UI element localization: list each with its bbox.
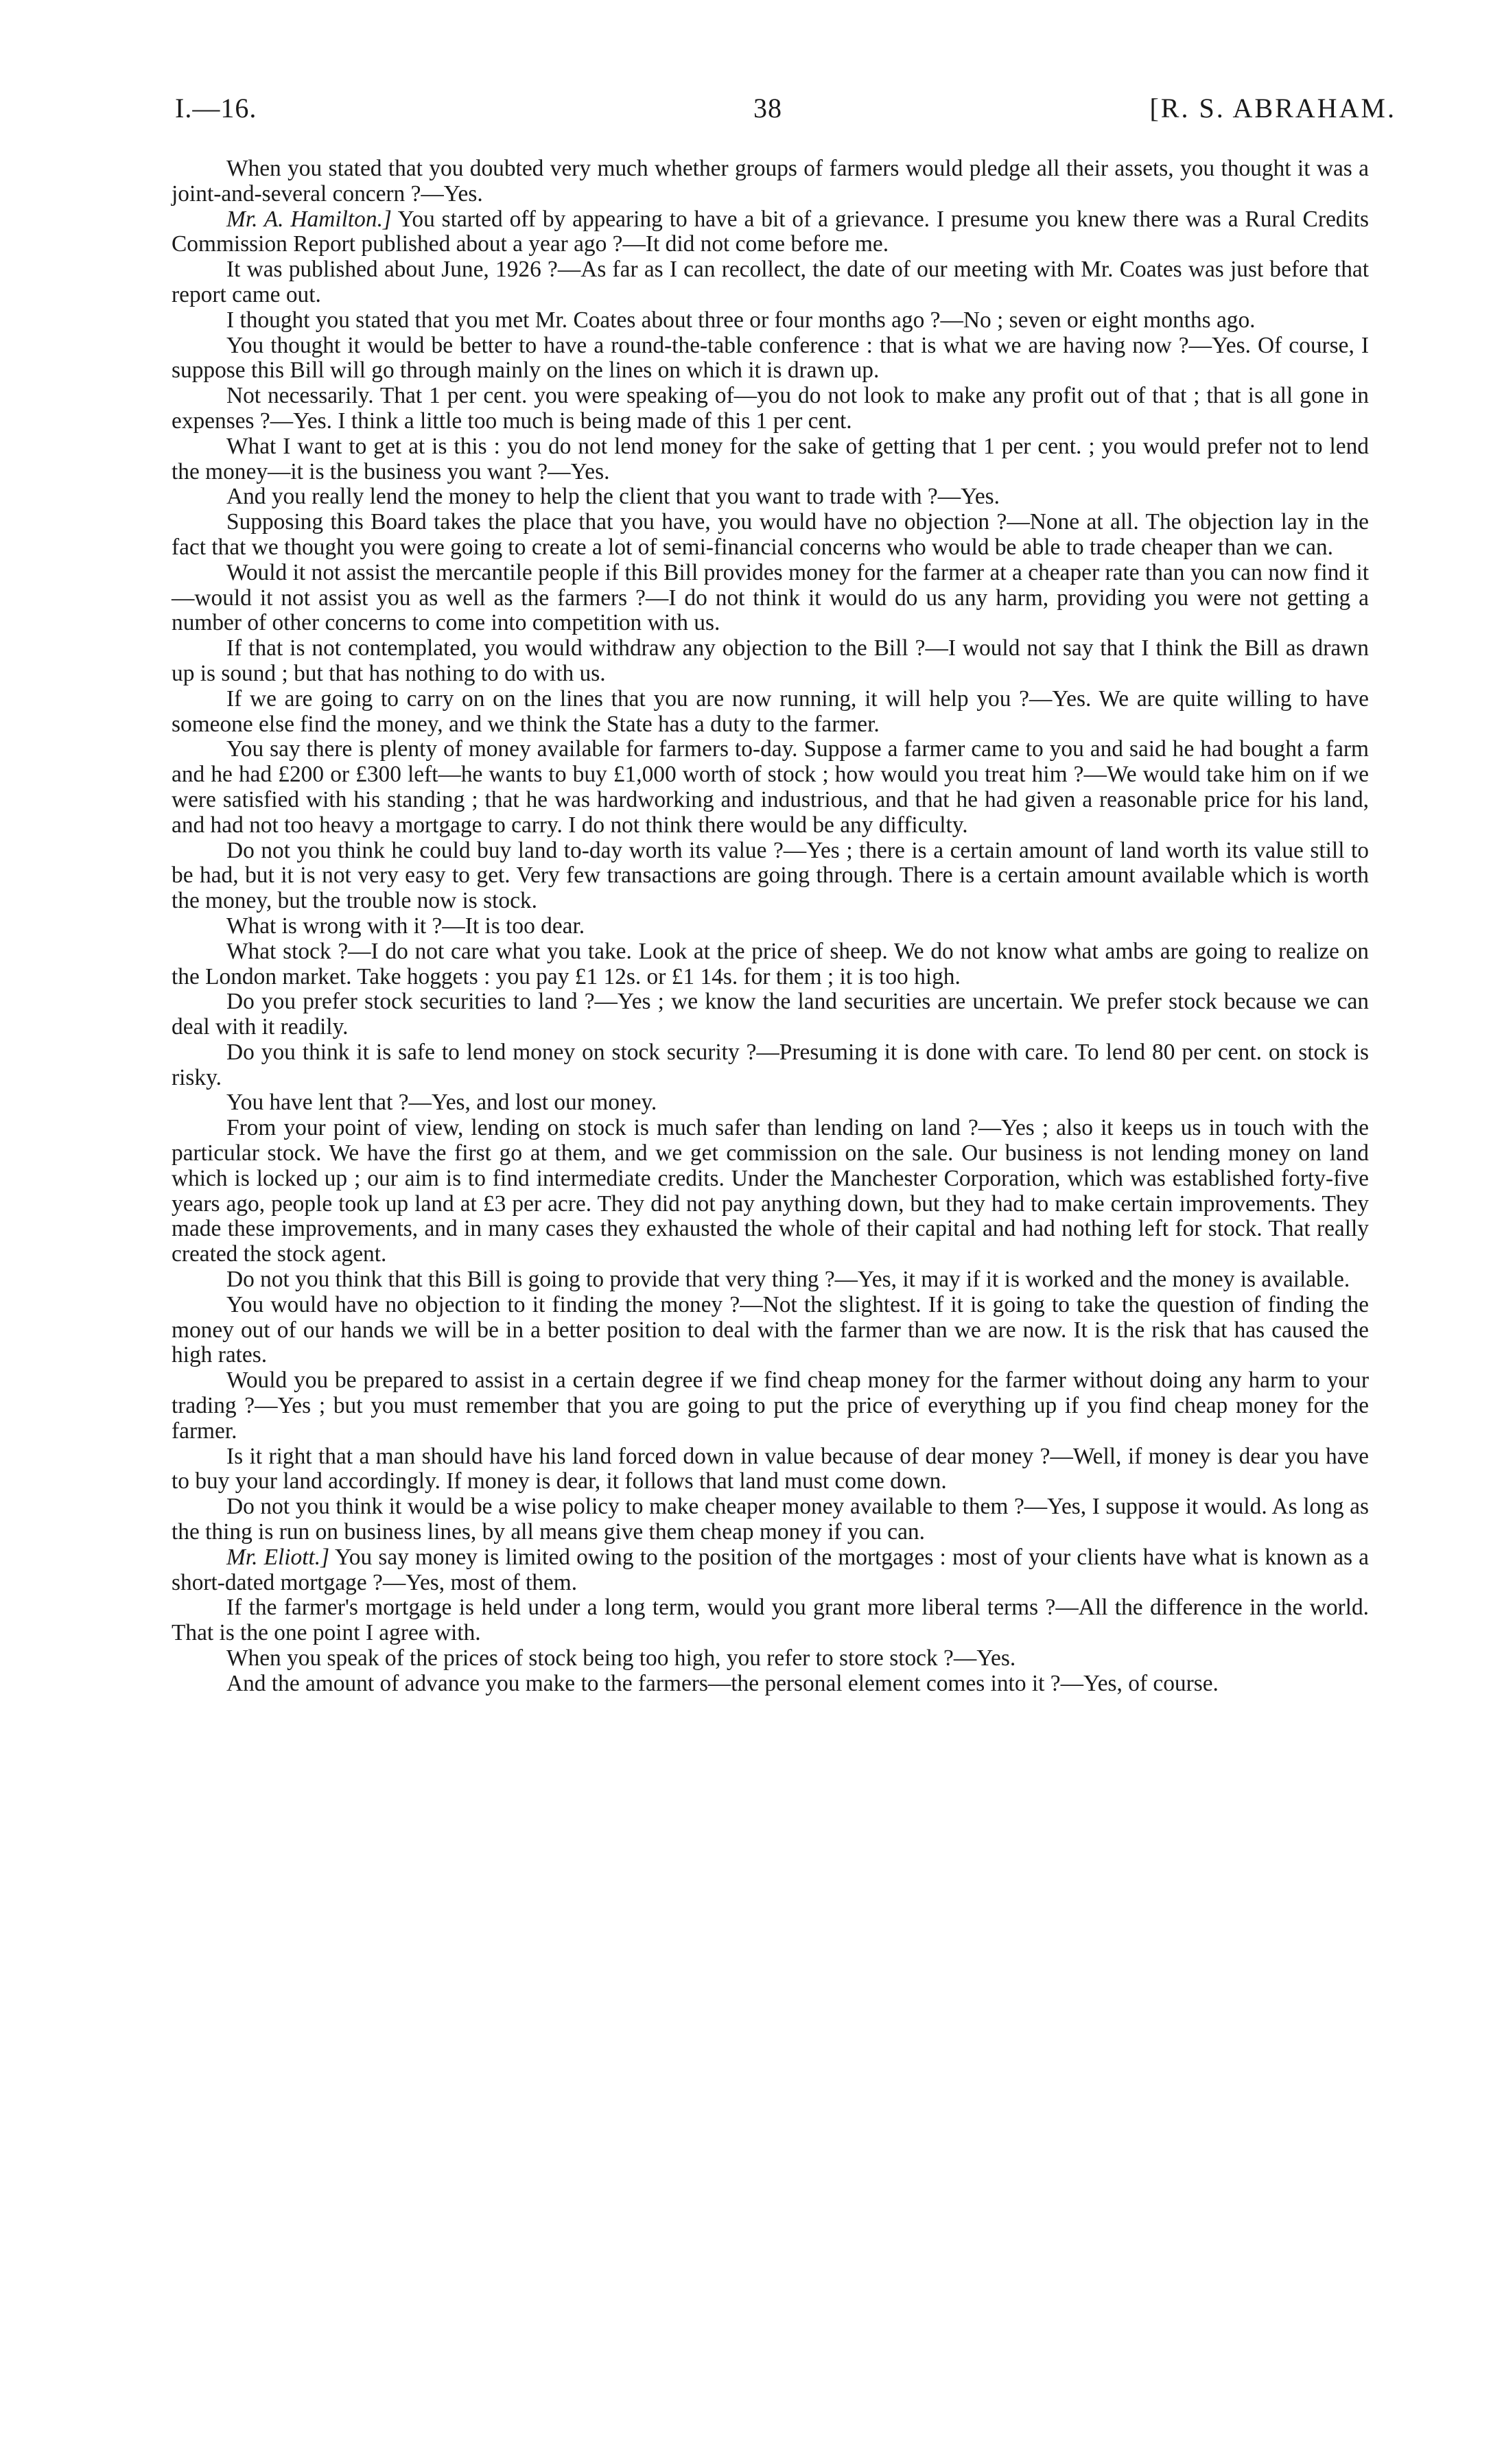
paper-reference: I.—16.: [175, 93, 257, 124]
paragraph: Mr. Eliott.] You say money is limited owing to the position of the mortgages : most of your clients have what is known as a short-dated mortgage ?—Yes, most of them.: [172, 1544, 1369, 1595]
paragraph: Would you be prepared to assist in a certain degree if we find cheap money for the farmer without doing any harm to your trading ?—Yes ; but you must remember that you are going to put the price of everything up if you find cheap money for the farmer.: [172, 1368, 1369, 1444]
paragraph: Supposing this Board takes the place that you have, you would have no objection ?—None at all. The objection lay in the fact that we thought you were going to create a lot of semi-financial concerns who would be able to trade cheaper than we can.: [172, 509, 1369, 560]
witness-name: [R. S. ABRAHAM.: [1149, 93, 1396, 124]
paragraph: Do you think it is safe to lend money on stock security ?—Presuming it is done with care. To lend 80 per cent. on stock is risky.: [172, 1039, 1369, 1090]
paragraph: You thought it would be better to have a round-the-table conference : that is what we are having now ?—Yes. Of course, I suppose this Bill will go through mainly on the lines on which it is drawn up.: [172, 332, 1369, 384]
paragraph: When you stated that you doubted very much whether groups of farmers would pledge all their assets, you thought it was a joint-and-several concern ?—Yes.: [172, 156, 1369, 207]
paragraph: When you speak of the prices of stock being too high, you refer to store stock ?—Yes.: [226, 1645, 1016, 1671]
paragraph: Do not you think it would be a wise policy to make cheaper money available to them ?—Yes, I suppose it would. As long as the thing is run on business lines, by all means give them cheap money if you can.: [172, 1494, 1369, 1545]
paragraph: Would it not assist the mercantile people if this Bill provides money for the farmer at a cheaper rate than you can now find it—would it not assist you as well as the farmers ?—I do not think it would do us any harm, providing you were not getting a number of other concerns to come into competition with us.: [172, 559, 1369, 636]
speaker-name: Mr. A. Hamilton.]: [226, 206, 392, 232]
page-number: 38: [753, 93, 782, 124]
paragraph: Do not you think he could buy land to-day worth its value ?—Yes ; there is a certain amount of land worth its value still to be had, but it is not very easy to get. Very few transactions are going through. There is a certain amount available which is worth the money, but the trouble now is stock.: [172, 837, 1369, 914]
paragraph: What stock ?—I do not care what you take. Look at the price of sheep. We do not know what ambs are going to realize on the London market. Take hoggets : you pay £1 12s. or £1 14s. for them ; it is too high.: [172, 938, 1369, 989]
paragraph: It was published about June, 1926 ?—As far as I can recollect, the date of our meeting with Mr. Coates was just before that report came out.: [172, 257, 1369, 307]
page-header: [175, 92, 1396, 133]
paragraph: Do you prefer stock securities to land ?—Yes ; we know the land securities are uncertain. We prefer stock because we can deal with it readily.: [172, 989, 1369, 1040]
paragraph: Is it right that a man should have his land forced down in value because of dear money ?—Well, if money is dear you have to buy your land accordingly. If money is dear, it follows that land must come down.: [172, 1443, 1369, 1494]
paragraph: You would have no objection to it finding the money ?—Not the slightest. If it is going to take the question of finding the money out of our hands we will be in a better position to deal with the farmer than we are now. It is the risk that has caused the high rates.: [172, 1291, 1369, 1368]
paragraph: If we are going to carry on on the lines that you are now running, it will help you ?—Yes. We are quite willing to have someone else find the money, and we think the State has a duty to the farmer.: [172, 685, 1369, 737]
paragraph: From your point of view, lending on stock is much safer than lending on land ?—Yes ; also it keeps us in touch with the particular stock. We have the first go at them, and we get commission on the sale. Our business is not lending money on land which is locked up ; our aim is to find intermediate credits. Under the Manchester Corporation, which was established forty-five years ago, people took up land at £3 per acre. They did not pay anything down, but they had to make certain improvements. They made these improvements, and in many cases they exhausted the whole of their capital and had nothing left for stock. That really created the stock agent.: [172, 1115, 1369, 1267]
paragraph: What I want to get at is this : you do not lend money for the sake of getting that 1 per cent. ; you would prefer not to lend the money—it is the business you want ?—Yes.: [172, 433, 1369, 484]
paragraph: Not necessarily. That 1 per cent. you were speaking of—you do not look to make any profit out of that ; that is all gone in expenses ?—Yes. I think a little too much is being made of this 1 per cent.: [172, 383, 1369, 434]
paragraph: You say there is plenty of money available for farmers to-day. Suppose a farmer came to you and said he had bought a farm and he had £200 or £300 left—he wants to buy £1,000 worth of stock ; how would you treat him ?—We would take him on if we were satisfied with his standing ; that he was hardworking and industrious, and that he had given a reasonable price for his land, and had not too heavy a mortgage to carry. I do not think there would be any difficulty.: [172, 736, 1369, 838]
paragraph: And you really lend the money to help the client that you want to trade with ?—Yes.: [226, 484, 1000, 510]
paragraph: If the farmer's mortgage is held under a long term, would you grant more liberal terms ?—All the difference in the world. That is the one point I agree with.: [172, 1595, 1369, 1646]
paragraph: Do not you think that this Bill is going to provide that very thing ?—Yes, it may if it is worked and the money is available.: [226, 1267, 1350, 1293]
transcript-body: [172, 156, 1369, 1697]
paragraph: Mr. A. Hamilton.] You started off by appearing to have a bit of a grievance. I presume you knew there was a Rural Credits Commission Report published about a year ago ?—It did not come before me.: [172, 206, 1370, 257]
paragraph: If that is not contemplated, you would withdraw any objection to the Bill ?—I would not say that I think the Bill as drawn up is sound ; but that has nothing to do with us.: [172, 635, 1369, 686]
paragraph: I thought you stated that you met Mr. Coates about three or four months ago ?—No ; seven or eight months ago.: [226, 307, 1256, 333]
paragraph: And the amount of advance you make to the farmers—the personal element comes into it ?—Yes, of course.: [226, 1670, 1219, 1696]
paragraph: What is wrong with it ?—It is too dear.: [226, 913, 585, 939]
speaker-name: Mr. Eliott.]: [226, 1544, 330, 1570]
paragraph: You have lent that ?—Yes, and lost our money.: [226, 1090, 657, 1116]
